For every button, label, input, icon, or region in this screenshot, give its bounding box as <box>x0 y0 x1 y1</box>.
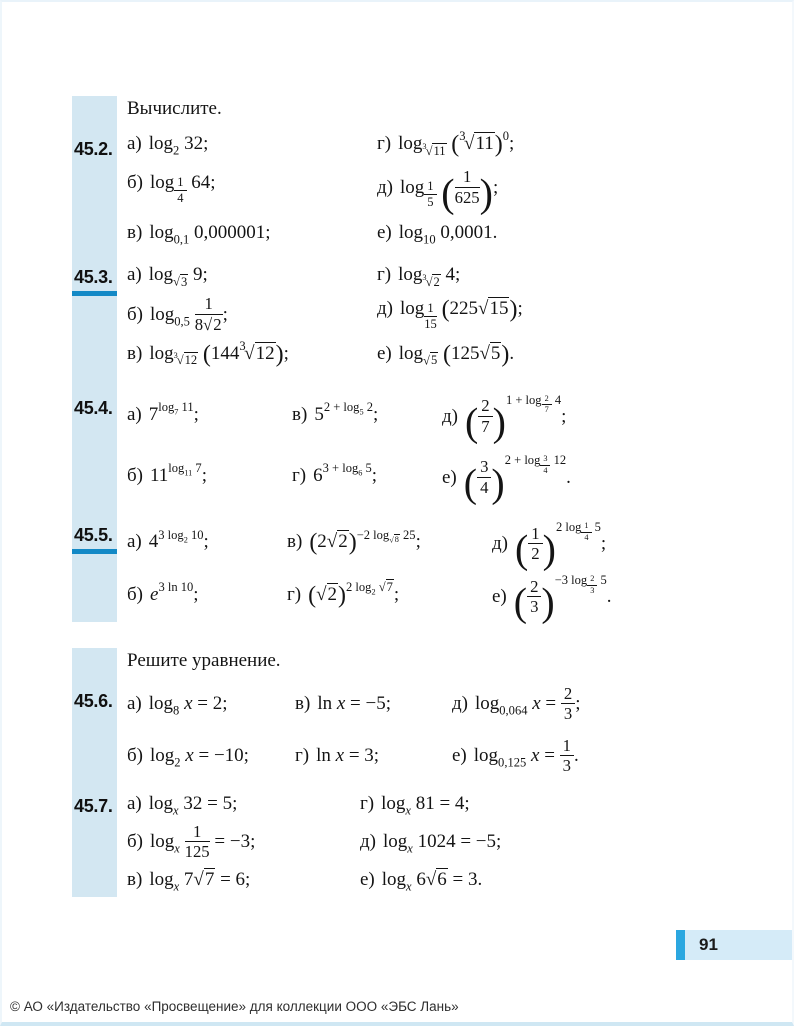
exercise-row <box>127 295 772 333</box>
problem-number: 45.3. <box>74 267 113 288</box>
exercise-item <box>377 298 523 331</box>
exercise-item <box>127 295 377 333</box>
item-label: д) <box>360 830 376 852</box>
math-expression: $\log_{√3} 9$; <box>148 264 208 290</box>
math-expression: log $_{\frac{1}{5}}$ ( $\frac{1}{625}$ ); <box>400 167 499 216</box>
exercise-row <box>127 338 772 368</box>
math-expression: $\log_x$ $\frac{1}{125}$ = −3; <box>150 821 256 862</box>
exercise-row <box>127 129 772 158</box>
exercise-item <box>292 400 442 426</box>
exercise-row <box>127 264 772 290</box>
exercise-item <box>360 868 483 894</box>
exercise-item <box>295 745 452 767</box>
item-label: в) <box>292 403 308 425</box>
math-expression: $\log_{^3√11} (^3√11)^0$; <box>398 129 515 158</box>
math-expression: $7^{log_7 11}$; <box>148 400 199 425</box>
problem-number: 45.4. <box>74 397 113 418</box>
exercise-group <box>72 649 772 894</box>
exercise-item <box>127 460 292 487</box>
math-expression: $\log_x 81 = 4$; <box>381 792 470 818</box>
exercise-item <box>127 172 377 205</box>
item-label: е) <box>360 868 375 890</box>
instruction-text: Вычислите. <box>127 98 222 119</box>
exercise-item <box>452 685 581 723</box>
item-label: г) <box>360 792 375 814</box>
math-expression: $4^{3 log_2 10}$; <box>148 527 209 553</box>
item-label: а) <box>127 133 142 154</box>
math-expression: ln x = 3; <box>316 744 380 766</box>
math-expression: $(2√2)^{-2 log_{√8} 25}$; <box>309 527 421 556</box>
math-expression: $\log_8 x = 2$; <box>148 692 228 718</box>
math-expression: $\log_2 32$; <box>148 133 209 158</box>
item-label: в) <box>127 342 143 364</box>
exercise-row <box>127 737 772 775</box>
exercise-groups <box>72 98 772 925</box>
exercise-item <box>295 693 452 715</box>
math-expression: ( $\frac{2}{3}$ )$^{-3 log _{\frac{2}{3}} 5}$. <box>513 572 612 625</box>
exercise-item <box>287 580 492 609</box>
math-expression: $\log_{10} 0,0001$. <box>398 222 498 248</box>
math-expression: $\log_x 6√6 = 3$. <box>381 868 483 894</box>
item-label: г) <box>295 744 310 766</box>
exercise-section <box>74 520 772 625</box>
item-label: в) <box>127 868 143 890</box>
math-expression: ( $\frac{2}{7}$ )$^{1 + log _{\frac{2}{7}} 4}$; <box>465 392 567 445</box>
exercise-item <box>127 133 377 158</box>
math-expression: $6^{3 + log_6 5}$; <box>313 460 378 486</box>
math-expression: $e^{3 ln 10}$; <box>150 580 199 606</box>
item-label: а) <box>127 403 142 425</box>
math-expression: $\log_{0,125} x$ = $\frac{1}{3}$ . <box>473 735 579 776</box>
blue-rule <box>72 291 117 296</box>
item-label: г) <box>377 133 392 154</box>
exercise-item <box>492 572 612 625</box>
exercise-row <box>127 572 772 625</box>
exercise-item <box>127 823 360 861</box>
problem-number: 45.2. <box>74 139 113 159</box>
math-expression: $\log_x 32 = 5$; <box>148 792 238 818</box>
exercise-item <box>127 744 295 770</box>
exercise-row <box>127 792 772 818</box>
math-expression: $11^{log_{11} 7}$; <box>150 460 207 486</box>
problem-number: 45.5. <box>74 525 113 546</box>
math-expression: $\log_{^3√2} 4$; <box>398 264 461 290</box>
math-expression: $5^{2 + log_5 2}$; <box>314 400 379 425</box>
exercise-section <box>74 649 772 776</box>
exercise-item <box>127 400 292 426</box>
math-expression: $\log_{0,064} x$ = $\frac{2}{3}$ ; <box>475 683 581 724</box>
exercise-row <box>127 392 772 445</box>
exercise-item <box>377 264 461 290</box>
exercise-item <box>442 392 567 445</box>
exercise-row <box>127 823 772 861</box>
exercise-item <box>377 222 498 248</box>
item-label: б) <box>127 303 143 325</box>
item-label: а) <box>127 264 142 286</box>
exercise-item <box>287 527 492 556</box>
item-label: в) <box>295 692 311 714</box>
exercise-item <box>127 264 377 290</box>
exercise-item <box>360 830 502 856</box>
exercise-section <box>74 392 772 506</box>
item-label: в) <box>287 531 303 553</box>
item-label: б) <box>127 172 143 194</box>
exercise-item <box>377 340 515 368</box>
math-expression: $(√2)^{2 log_2 √7}$; <box>308 580 400 609</box>
exercise-row <box>127 222 772 248</box>
item-label: г) <box>377 264 392 286</box>
exercise-item <box>127 868 360 894</box>
math-expression: $\log_2 x = -10$; <box>150 744 249 770</box>
page-number-box <box>676 930 792 960</box>
item-label: в) <box>127 222 143 244</box>
exercise-item <box>127 580 287 606</box>
page-number: 91 <box>699 935 718 954</box>
exercise-row <box>127 520 772 572</box>
item-label: е) <box>377 222 392 244</box>
exercise-item <box>127 692 295 718</box>
item-label: д) <box>377 298 393 320</box>
exercise-item <box>360 792 470 818</box>
copyright-footer: © АО «Издательство «Просвещение» для коллекции ООО «ЭБС Лань» <box>10 999 459 1014</box>
item-label: б) <box>127 584 143 606</box>
exercise-section <box>74 792 772 894</box>
exercise-item <box>127 527 287 553</box>
item-label: а) <box>127 692 142 714</box>
exercise-section <box>74 98 772 248</box>
blue-rule <box>72 549 117 554</box>
item-label: е) <box>492 586 507 608</box>
math-expression: ln x = −5; <box>317 692 391 714</box>
math-expression: $\log_{0,5}$ $\frac{1}{8√2}$ ; <box>150 294 228 335</box>
exercise-row <box>127 685 772 723</box>
exercise-row <box>127 167 772 216</box>
math-expression: $\log_{^3√12} (144^3√12)$; <box>149 338 289 368</box>
math-expression: $\log_{0,1} 0,000001$; <box>149 222 271 248</box>
exercise-item <box>377 167 499 216</box>
item-label: б) <box>127 831 143 853</box>
exercise-item <box>492 520 607 572</box>
math-expression: ( $\frac{3}{4}$ )$^{2 + log _{\frac{3}{4}} 12}$. <box>463 453 571 506</box>
item-label: д) <box>492 533 508 555</box>
item-label: е) <box>452 745 467 767</box>
math-expression: $\log_x 7√7 = 6$; <box>149 868 251 894</box>
item-label: а) <box>127 531 142 553</box>
math-expression: $\log_{√5} (125√5)$. <box>398 340 515 368</box>
exercise-item <box>127 222 377 248</box>
exercise-item <box>127 792 360 818</box>
item-label: г) <box>287 584 302 606</box>
item-label: б) <box>127 744 143 766</box>
math-expression: ( $\frac{1}{2}$ )$^{2 log _{\frac{1}{4}} 5}$; <box>515 520 607 572</box>
exercise-row <box>127 868 772 894</box>
item-label: г) <box>292 464 307 486</box>
item-label: е) <box>442 466 457 488</box>
math-expression: $\log_x 1024 = -5$; <box>383 830 502 856</box>
page-number-accent-bar <box>676 930 685 960</box>
instruction-text: Решите уравнение. <box>127 649 281 671</box>
exercise-group <box>72 98 772 625</box>
exercise-section <box>74 264 772 368</box>
math-expression: log $_{\frac{1}{4}}$ 64; <box>150 172 216 206</box>
math-expression: log $_{\frac{1}{15}}$ (225√15); <box>400 296 523 331</box>
exercise-item <box>452 737 579 775</box>
exercise-item <box>377 129 515 158</box>
problem-number: 45.7. <box>74 795 113 816</box>
item-label: д) <box>377 176 393 198</box>
left-highlight-band <box>72 648 117 897</box>
exercise-row <box>127 453 772 506</box>
exercise-item <box>292 460 442 487</box>
problem-number: 45.6. <box>74 690 113 711</box>
exercise-item <box>442 453 571 506</box>
item-label: д) <box>452 693 468 715</box>
item-label: д) <box>442 405 458 427</box>
item-label: е) <box>377 342 392 364</box>
exercise-item <box>127 338 377 368</box>
item-label: а) <box>127 792 142 814</box>
item-label: б) <box>127 464 143 486</box>
